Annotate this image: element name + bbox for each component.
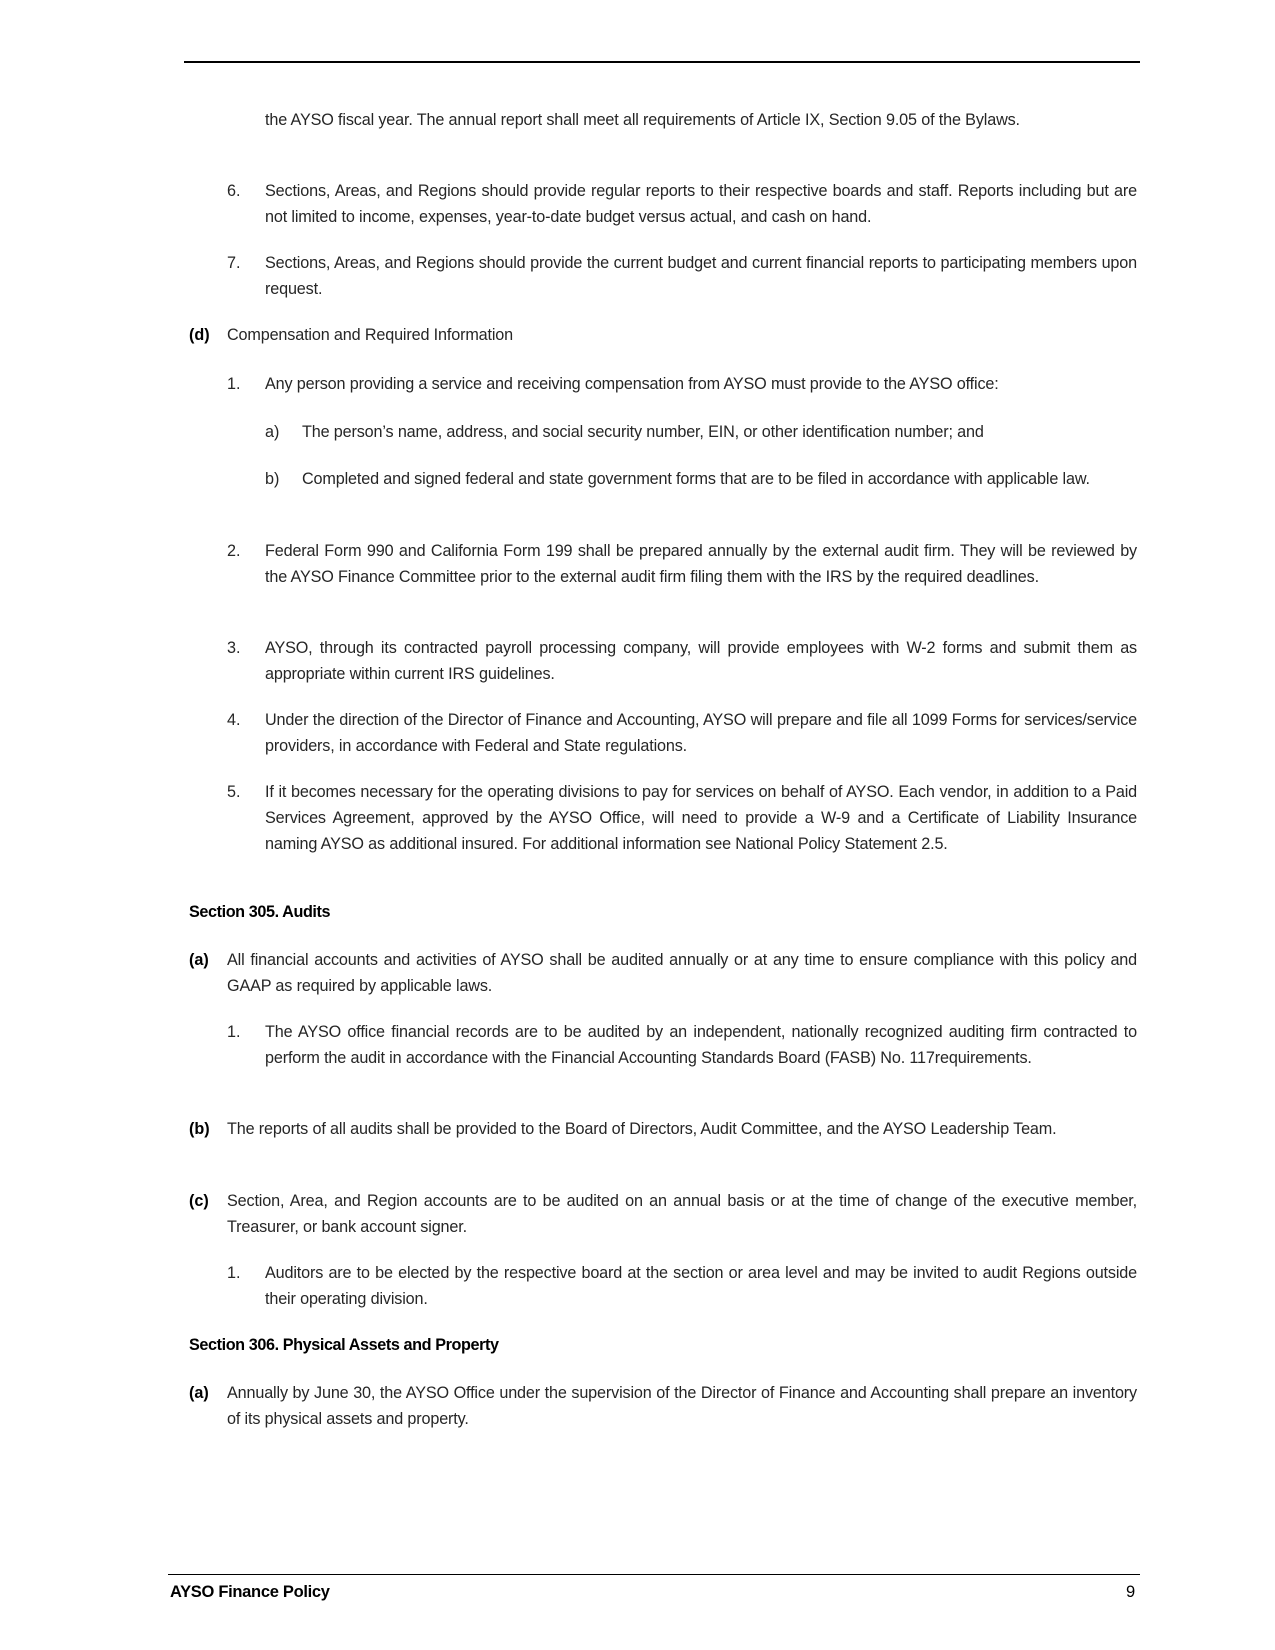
sublist-item-text: The person’s name, address, and social security number, EIN, or other identification number; and bbox=[302, 423, 984, 441]
subsection-marker: (a) bbox=[189, 1384, 209, 1402]
list-marker: 2. bbox=[227, 542, 241, 560]
list-marker: 6. bbox=[227, 182, 241, 200]
subsection-marker: (d) bbox=[189, 326, 210, 344]
page-number: 9 bbox=[1126, 1583, 1136, 1601]
list-item-text: Federal Form 990 and California Form 199 shall be prepared annually by the external audit firm. They will be reviewed by the AYSO Finance Committee prior to the external audit firm filing them with the IRS by the required deadlines. bbox=[265, 542, 1137, 586]
subsection-text: All financial accounts and activities of AYSO shall be audited annually or at any time to ensure compliance with this policy and GAAP as required by applicable laws. bbox=[227, 951, 1137, 995]
list-marker: 3. bbox=[227, 639, 241, 657]
list-item-text: Any person providing a service and receiving compensation from AYSO must provide to the AYSO office: bbox=[265, 375, 999, 393]
section-heading: Section 306. Physical Assets and Property bbox=[189, 1336, 499, 1354]
list-item-text: AYSO, through its contracted payroll processing company, will provide employees with W-2 forms and submit them as appropriate within current IRS guidelines. bbox=[265, 639, 1137, 683]
list-item-text: If it becomes necessary for the operating divisions to pay for services on behalf of AYSO. Each vendor, in addition to a Paid Services Agreement, approved by the AYSO Office, will need to provide a W-9 and a Certificate of Liability Insurance naming AYSO as additional insured. For additional information see National Policy Statement 2.5. bbox=[265, 783, 1137, 853]
sublist-item-text: Completed and signed federal and state government forms that are to be filed in accordance with applicable law. bbox=[302, 470, 1090, 488]
header-rule bbox=[184, 61, 1140, 63]
list-marker: 1. bbox=[227, 1264, 241, 1282]
list-marker: 4. bbox=[227, 711, 241, 729]
subsection-marker: (a) bbox=[189, 951, 209, 969]
list-marker: 7. bbox=[227, 254, 241, 272]
list-marker: 5. bbox=[227, 783, 241, 801]
list-marker: 1. bbox=[227, 1023, 241, 1041]
subsection-text: The reports of all audits shall be provided to the Board of Directors, Audit Committee, and the AYSO Leadership Team. bbox=[227, 1120, 1057, 1138]
footer-rule bbox=[168, 1574, 1140, 1575]
section-heading: Section 305. Audits bbox=[189, 903, 331, 921]
footer-title: AYSO Finance Policy bbox=[170, 1583, 330, 1601]
subsection-marker: (c) bbox=[189, 1192, 209, 1210]
list-item-text: Under the direction of the Director of Finance and Accounting, AYSO will prepare and file all 1099 Forms for services/service providers, in accordance with Federal and State regulations. bbox=[265, 711, 1137, 755]
continued-paragraph: the AYSO fiscal year. The annual report shall meet all requirements of Article IX, Section 9.05 of the Bylaws. bbox=[265, 111, 1020, 129]
list-item-text: The AYSO office financial records are to be audited by an independent, nationally recognized auditing firm contracted to perform the audit in accordance with the Financial Accounting Standards Board (FASB) No. 117requirements. bbox=[265, 1023, 1137, 1067]
list-item-text: Auditors are to be elected by the respective board at the section or area level and may be invited to audit Regions outside their operating division. bbox=[265, 1264, 1137, 1308]
subsection-text: Section, Area, and Region accounts are to be audited on an annual basis or at the time of change of the executive member, Treasurer, or bank account signer. bbox=[227, 1192, 1137, 1236]
subsection-text: Annually by June 30, the AYSO Office under the supervision of the Director of Finance and Accounting shall prepare an inventory of its physical assets and property. bbox=[227, 1384, 1137, 1428]
subsection-marker: (b) bbox=[189, 1120, 210, 1138]
sublist-marker: a) bbox=[265, 423, 280, 441]
sublist-marker: b) bbox=[265, 470, 280, 488]
subsection-title: Compensation and Required Information bbox=[227, 326, 513, 344]
list-item-text: Sections, Areas, and Regions should provide the current budget and current financial reports to participating members upon request. bbox=[265, 254, 1137, 298]
list-item-text: Sections, Areas, and Regions should provide regular reports to their respective boards and staff. Reports including but are not limited to income, expenses, year-to-date budget versus actual, and cash on hand. bbox=[265, 182, 1137, 226]
list-marker: 1. bbox=[227, 375, 241, 393]
